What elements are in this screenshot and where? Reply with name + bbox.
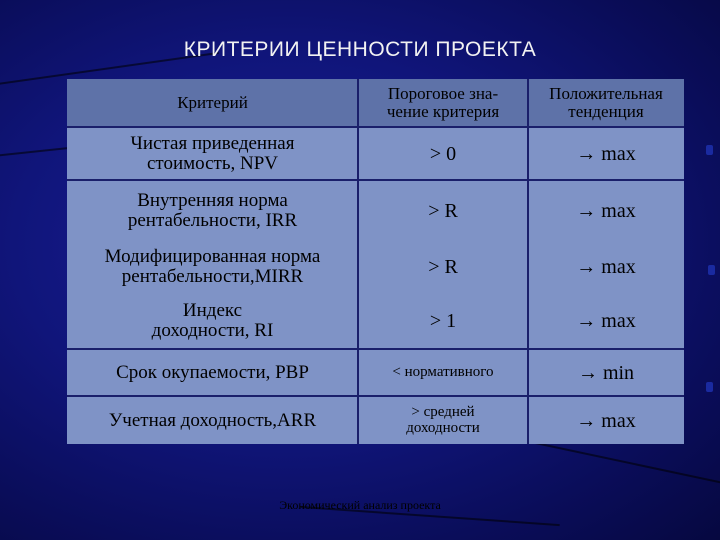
table-row-criterion bbox=[67, 129, 358, 179]
table-row-trend bbox=[528, 295, 684, 347]
criterion-text: Чистая приведенная стоимость, NPV bbox=[130, 133, 295, 174]
row-divider bbox=[67, 126, 684, 128]
decorative-dot bbox=[706, 382, 713, 392]
trend-text: → max bbox=[576, 309, 636, 332]
table-row-threshold bbox=[358, 295, 528, 347]
table-row-threshold bbox=[358, 129, 528, 179]
table-row-threshold bbox=[358, 183, 528, 239]
criterion-text: Учетная доходность,ARR bbox=[108, 410, 317, 432]
row-divider bbox=[67, 395, 684, 397]
table-row-trend bbox=[528, 183, 684, 239]
table-row-trend bbox=[528, 239, 684, 295]
table-row-trend bbox=[528, 398, 684, 444]
criterion-text: Индекс доходности, RI bbox=[151, 300, 274, 341]
threshold-text: < нормативного bbox=[392, 364, 494, 381]
slide-title: КРИТЕРИИ ЦЕННОСТИ ПРОЕКТА bbox=[183, 38, 537, 61]
threshold-text: > 0 bbox=[429, 142, 457, 165]
table-row-criterion bbox=[67, 295, 358, 347]
table-row-criterion bbox=[67, 183, 358, 239]
trend-text: → min bbox=[577, 361, 635, 384]
header-label: Пороговое зна- чение критерия bbox=[386, 84, 500, 121]
table-row-criterion bbox=[67, 239, 358, 295]
decorative-dot bbox=[706, 145, 713, 155]
trend-text: → max bbox=[576, 199, 636, 222]
table-row-threshold bbox=[358, 239, 528, 295]
header-cell-criterion bbox=[67, 79, 358, 127]
threshold-text: > 1 bbox=[429, 309, 457, 332]
table-row-threshold bbox=[358, 351, 528, 395]
criterion-text: Срок окупаемости, PBP bbox=[116, 362, 309, 384]
trend-text: → max bbox=[576, 142, 636, 165]
table-row-trend bbox=[528, 129, 684, 179]
header-label: Положительная тенденция bbox=[549, 84, 663, 121]
table-row-trend bbox=[528, 351, 684, 395]
header-cell-trend bbox=[528, 79, 684, 127]
table-row-threshold bbox=[358, 398, 528, 444]
threshold-text: > R bbox=[428, 199, 458, 222]
header-cell-threshold bbox=[358, 79, 528, 127]
trend-text: → max bbox=[576, 409, 636, 432]
criterion-text: Внутренняя норма рентабельности, IRR bbox=[127, 190, 298, 231]
criterion-text: Модифицированная норма рентабельности,MIRR bbox=[104, 246, 321, 287]
table-row-criterion bbox=[67, 351, 358, 395]
slide-footer: Экономический анализ проекта bbox=[279, 498, 441, 512]
trend-text: → max bbox=[576, 255, 636, 278]
row-divider bbox=[67, 179, 684, 181]
decorative-dot bbox=[708, 265, 715, 275]
header-label: Критерий bbox=[177, 93, 248, 113]
threshold-text: > R bbox=[428, 255, 458, 278]
table-row-criterion bbox=[67, 398, 358, 444]
threshold-text: > средней доходности bbox=[406, 404, 480, 436]
row-divider bbox=[67, 348, 684, 350]
criteria-table bbox=[67, 79, 684, 444]
